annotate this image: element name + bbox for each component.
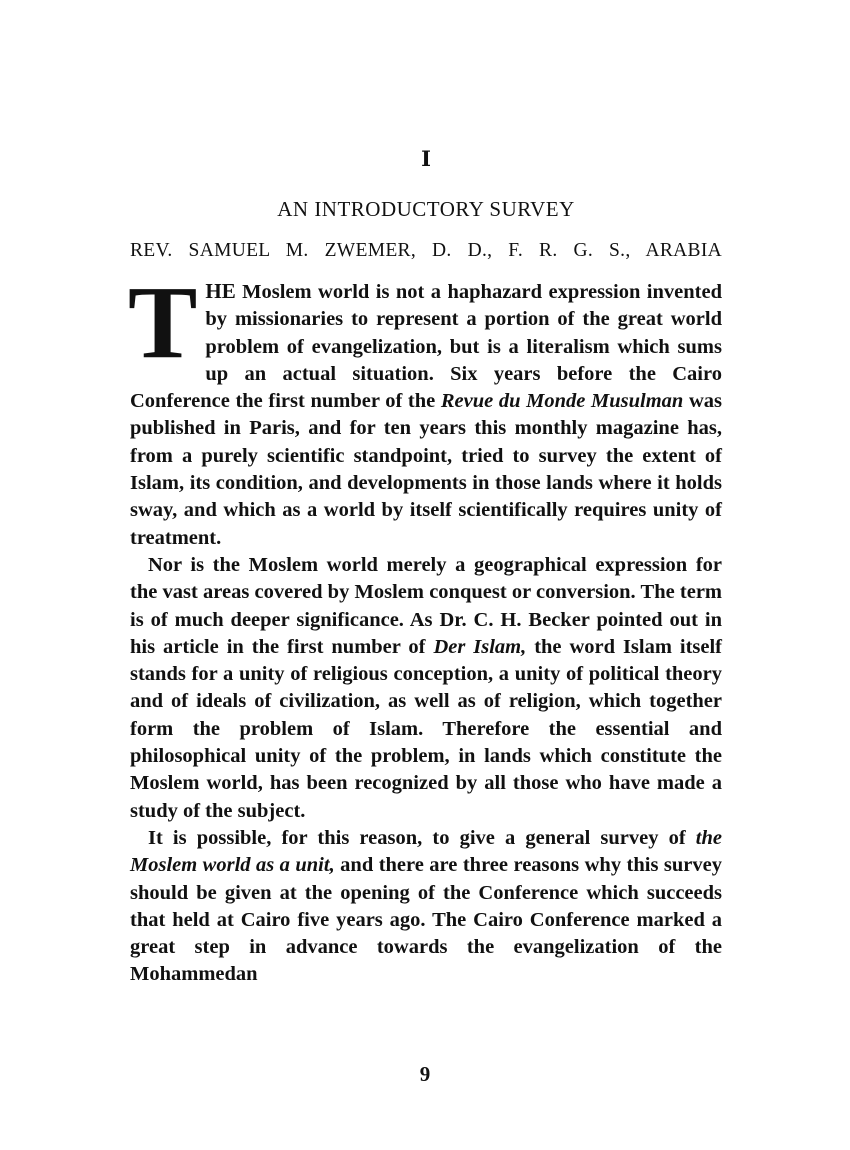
paragraph-text: and there are three reasons why this survey should be given at the opening of the Conference which succeeds that held at Cairo five years ago. The Cairo Conference marked a great step in advance towards the evangelization of the Mohammedan [130,854,722,986]
paragraph-text: the word Islam itself stands for a unity of religious conception, a unity of political theory and of ideals of civilization, as well as of religion, which together form the problem of Islam. Therefore the essential and philosophical unity of the problem, in lands which constitute the Moslem world, has been recognized by all those who have made a study of the subject. [130,635,722,822]
paragraph [130,825,722,989]
paragraph [130,552,722,825]
paragraph-text: Moslem world is not a haphazard expression invented by missionaries to represent a portion of the great world problem of evangelization, but is a literalism which sums up an actual situation. Six years before the Cairo Conference the first number of the [130,281,722,413]
paragraph [128,265,722,552]
lead-word: HE [205,279,236,303]
chapter-title: AN INTRODUCTORY SURVEY [277,197,575,221]
author-line: REV. SAMUEL M. ZWEMER, D. D., F. R. G. S., ARABIA [130,240,722,261]
emphasis-text: the Moslem world as a unit, [130,826,722,877]
journal-title: Der Islam, [433,635,527,658]
journal-title: Revue du Monde Musulman [440,390,684,413]
paragraph-text: It is possible, for this reason, to give a general survey of [148,826,696,849]
page-content [130,140,722,989]
paragraph-text: Nor is the Moslem world merely a geographical expression for the vast areas covered by Moslem conquest or conversion. The term is of much deeper significance. As Dr. C. H. Becker pointed out in his article in the first number of [130,553,722,658]
paragraph-text: was published in Paris, and for ten years this monthly magazine has, from a purely scientific standpoint, tried to survey the extent of Islam, its condition, and developments in those lands where it holds sway, and which as a world by itself scientifically requires unity of treatment. [130,390,722,549]
body-text [128,265,722,989]
page-number: 9 [419,1062,431,1086]
drop-cap: T [128,265,198,380]
chapter-number: I [421,146,431,171]
